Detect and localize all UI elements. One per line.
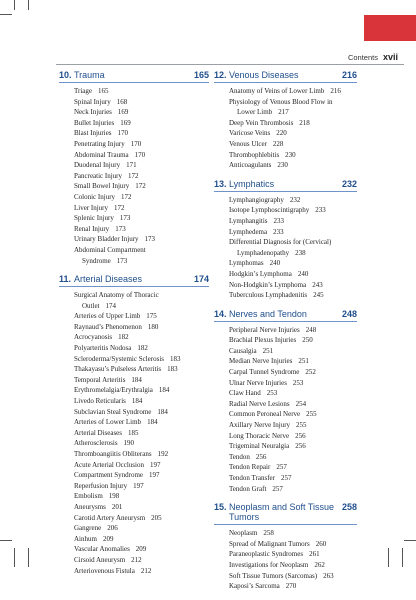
toc-entry[interactable] xyxy=(214,462,357,473)
entry-page: 216 xyxy=(330,87,341,95)
toc-entry[interactable] xyxy=(59,502,209,513)
toc-entry[interactable] xyxy=(59,375,209,386)
crop-mark xyxy=(402,548,403,567)
entry-title-continued xyxy=(74,256,209,267)
running-head xyxy=(348,52,398,62)
entry-title: Temporal Arteritis xyxy=(74,375,126,384)
entry-title: Investigations for Neoplasm xyxy=(229,560,309,569)
entry-title: Carotid Artery Aneurysm xyxy=(74,513,146,522)
toc-entry[interactable] xyxy=(214,431,357,442)
toc-entry[interactable] xyxy=(59,354,209,365)
entry-title: Brachial Plexus Injuries xyxy=(229,336,297,345)
entry-page: 173 xyxy=(119,214,131,223)
entry-title: Varicose Veins xyxy=(229,129,271,138)
entry-title: Lymphomas xyxy=(229,259,264,268)
chapter-heading[interactable] xyxy=(214,502,357,525)
entry-title: Renal Injury xyxy=(74,224,110,233)
chapter-title: Venous Diseases xyxy=(229,70,299,80)
entry-page: 250 xyxy=(302,336,313,345)
entry-page: 233 xyxy=(273,216,284,225)
crop-mark xyxy=(14,0,15,10)
toc-entry[interactable] xyxy=(59,407,209,418)
toc-entry[interactable] xyxy=(214,388,357,399)
toc-entry[interactable] xyxy=(214,118,357,129)
entry-title: Spread of Malignant Tumors xyxy=(229,539,310,548)
entry-page: 197 xyxy=(133,481,144,490)
entry-page: 257 xyxy=(280,474,292,482)
entry-page: 169 xyxy=(120,118,131,127)
chapter-page: 165 xyxy=(193,70,209,80)
entry-title: Differential Diagnosis for (Cervical) xyxy=(229,238,332,247)
entry-page: 220 xyxy=(276,129,287,138)
entry-title: Tuberculous Lymphadenitis xyxy=(229,291,308,300)
entry-page: 257 xyxy=(272,484,283,493)
entry-page: 260 xyxy=(315,539,327,548)
entry-title: Lymphangitis xyxy=(229,216,268,225)
entry-title: Hodgkin’s Lymphoma xyxy=(229,269,292,278)
toc-entry[interactable] xyxy=(214,237,357,258)
entry-title: Kaposi’s Sarcoma xyxy=(229,582,280,591)
entry-title: Surgical Anatomy of Thoracic xyxy=(74,291,159,300)
toc-entry[interactable] xyxy=(214,549,357,560)
entry-title-line2: Lymphadenopathy xyxy=(237,248,290,257)
chapter-number: 12. xyxy=(214,70,227,80)
entry-page: 169 xyxy=(117,108,129,117)
entry-page: 190 xyxy=(123,439,135,448)
entry-page: 253 xyxy=(266,389,278,398)
entry-title: Thromboangiitis Obliterans xyxy=(74,450,152,458)
toc-entry[interactable] xyxy=(59,139,209,150)
entry-page: 184 xyxy=(131,397,143,406)
toc-entry[interactable] xyxy=(59,555,209,566)
chapter-title: Trauma xyxy=(74,70,105,80)
toc-entry[interactable] xyxy=(59,523,209,534)
entry-title: Livedo Reticularis xyxy=(74,397,126,406)
entry-title: Lymphangiography xyxy=(229,195,284,204)
entry-title: Embolism xyxy=(74,492,103,501)
entry-title-line2: Syndrome xyxy=(82,256,111,265)
entry-page: 230 xyxy=(277,161,288,170)
entry-title: Deep Vein Thrombosis xyxy=(229,118,294,127)
toc-entry[interactable] xyxy=(214,150,357,161)
toc-entry[interactable] xyxy=(59,449,209,460)
chapter-page: 174 xyxy=(193,274,209,285)
entry-title: Compartment Syndrome xyxy=(74,471,144,480)
toc-entry[interactable] xyxy=(214,290,357,301)
toc-entry[interactable] xyxy=(59,566,209,577)
entry-page: 172 xyxy=(121,192,132,201)
entry-page: 171 xyxy=(126,161,137,170)
entry-page: 192 xyxy=(157,450,169,458)
toc-entry[interactable] xyxy=(59,385,209,396)
toc-entry[interactable] xyxy=(59,213,209,224)
crop-mark xyxy=(404,540,416,541)
chapter-heading[interactable] xyxy=(59,70,209,83)
toc-entry[interactable] xyxy=(59,203,209,214)
entry-page: 258 xyxy=(263,529,274,538)
entry-page: 245 xyxy=(313,291,324,300)
entry-page: 254 xyxy=(295,399,307,408)
entry-title: Erythromelalgia/Erythralgia xyxy=(74,386,153,395)
entry-title: Abdominal Compartment xyxy=(74,245,146,254)
entry-title: Acrocyanosis xyxy=(74,333,113,342)
entry-page: 256 xyxy=(255,452,267,461)
entry-page: 212 xyxy=(140,566,152,575)
entry-title: Subclavian Steal Syndrome xyxy=(74,407,152,416)
entry-page: 201 xyxy=(111,502,123,511)
entry-title: Tendon xyxy=(229,452,250,461)
entry-title: Vascular Anomalies xyxy=(74,545,130,554)
entry-title: Arterial Diseases xyxy=(74,428,123,437)
chapter-page: 216 xyxy=(341,70,357,80)
chapter-page: 248 xyxy=(341,308,357,319)
entry-page: 170 xyxy=(130,139,142,148)
entry-title: Colonic Injury xyxy=(74,192,116,201)
entry-page: 206 xyxy=(107,524,118,533)
toc-entry[interactable] xyxy=(59,417,209,428)
entry-page: 198 xyxy=(108,492,120,501)
entry-title: Small Bowel Injury xyxy=(74,182,130,191)
toc-entry[interactable] xyxy=(59,428,209,439)
entry-page: 173 xyxy=(116,256,128,265)
toc-entry[interactable] xyxy=(214,195,357,206)
entry-page: 182 xyxy=(137,344,148,353)
chapter-number: 10. xyxy=(59,70,72,80)
toc-entry[interactable] xyxy=(214,528,357,539)
entry-page: 255 xyxy=(296,421,307,430)
entry-title: Urinary Bladder Injury xyxy=(74,235,139,244)
entry-title-continued xyxy=(229,248,357,259)
entry-page: 172 xyxy=(128,171,139,180)
entry-title: Thakayasu’s Pulseless Arteritis xyxy=(74,365,162,374)
running-head-section: Contents xyxy=(347,53,378,62)
chapter-heading[interactable] xyxy=(214,309,357,322)
crop-mark xyxy=(14,548,15,567)
entry-title: Radial Nerve Lesions xyxy=(229,399,290,408)
chapter-number: 13. xyxy=(214,178,227,189)
toc-entry[interactable] xyxy=(214,128,357,139)
entry-page: 173 xyxy=(144,235,156,244)
toc-entry[interactable] xyxy=(214,409,357,420)
toc-chapter xyxy=(214,179,357,301)
entry-title-continued xyxy=(229,107,357,118)
entry-page: 251 xyxy=(298,357,309,366)
crop-mark xyxy=(388,548,389,567)
chapter-title: Nerves and Tendon xyxy=(229,308,307,319)
entry-title: Raynaud’s Phenomenon xyxy=(74,322,142,331)
toc-entry[interactable] xyxy=(59,192,209,203)
toc-right-column xyxy=(214,70,357,600)
entry-title: Arteries of Lower Limb xyxy=(74,418,142,427)
entry-page: 240 xyxy=(269,259,281,268)
toc-entry[interactable] xyxy=(214,325,357,336)
entry-title: Causalgia xyxy=(229,346,257,355)
entry-page: 270 xyxy=(285,582,297,591)
entry-title: Tendon Repair xyxy=(229,463,271,472)
toc-entry[interactable] xyxy=(59,470,209,481)
toc-entry[interactable] xyxy=(59,118,209,129)
toc-entry[interactable] xyxy=(59,290,209,311)
chapter-number: 15. xyxy=(214,502,227,513)
toc-entry[interactable] xyxy=(214,581,357,592)
toc-chapter xyxy=(214,309,357,495)
entry-title: Cirsoid Aneurysm xyxy=(74,555,126,564)
entry-title: Lymphedema xyxy=(229,227,268,236)
entry-title: Non-Hodgkin’s Lymphoma xyxy=(229,280,307,289)
entry-title: Gangrene xyxy=(74,524,102,533)
entry-page: 255 xyxy=(306,410,317,419)
toc-entry[interactable] xyxy=(214,367,357,378)
toc-entry[interactable] xyxy=(214,258,357,269)
toc-entry[interactable] xyxy=(214,378,357,389)
chapter-number: 14. xyxy=(214,308,227,319)
entry-page: 230 xyxy=(285,150,296,159)
entry-page: 243 xyxy=(312,280,323,289)
entry-title: Bullet Injuries xyxy=(74,118,115,127)
toc-entry[interactable] xyxy=(214,346,357,357)
entry-title: Reperfusion Injury xyxy=(74,481,128,490)
entry-page: 233 xyxy=(315,206,326,215)
toc-entry[interactable] xyxy=(214,571,357,582)
chapter-page: 232 xyxy=(341,178,357,189)
chapter-title: Neoplasm and Soft Tissue Tumors xyxy=(229,502,335,523)
entry-title: Liver Injury xyxy=(74,203,109,212)
entry-page: 183 xyxy=(170,354,181,363)
entry-title: Neoplasm xyxy=(229,529,258,538)
entry-title: Paraneoplastic Syndromes xyxy=(229,550,304,559)
toc-entry[interactable] xyxy=(59,234,209,245)
entry-title: Axillary Nerve Injury xyxy=(229,421,291,430)
toc-entry[interactable] xyxy=(214,452,357,463)
entry-title: Physiology of Venous Blood Flow in xyxy=(229,97,333,106)
entry-page: 261 xyxy=(309,550,320,559)
entry-title: Acute Arterial Occlusion xyxy=(74,460,144,469)
entry-page: 212 xyxy=(131,555,142,564)
toc-entry[interactable] xyxy=(214,139,357,150)
toc-entry[interactable] xyxy=(214,539,357,550)
entry-page: 252 xyxy=(305,368,316,377)
crop-mark xyxy=(0,540,12,541)
chapter-number: 11. xyxy=(59,274,72,285)
entry-title: Peripheral Nerve Injuries xyxy=(229,325,300,334)
entry-title: Tendon Graft xyxy=(229,484,267,493)
entry-page: 170 xyxy=(134,150,146,159)
toc-entry[interactable] xyxy=(59,343,209,354)
entry-page: 256 xyxy=(295,431,306,440)
toc-entry[interactable] xyxy=(59,224,209,235)
entry-title: Ulnar Nerve Injuries xyxy=(229,378,287,387)
toc-entry[interactable] xyxy=(59,171,209,182)
entry-page: 180 xyxy=(147,322,159,331)
entry-title-line2: Outlet xyxy=(82,301,100,310)
toc-entry[interactable] xyxy=(214,473,357,484)
entry-page: 238 xyxy=(295,248,306,257)
toc-entry[interactable] xyxy=(214,97,357,118)
entry-page: 184 xyxy=(157,407,168,416)
toc-entry[interactable] xyxy=(59,460,209,471)
toc-entry[interactable] xyxy=(59,150,209,161)
toc-entry[interactable] xyxy=(59,438,209,449)
entry-title: Arteries of Upper Limb xyxy=(74,312,141,321)
toc-entry[interactable] xyxy=(59,86,209,97)
toc-entry[interactable] xyxy=(59,513,209,524)
entry-page: 232 xyxy=(289,195,301,204)
entry-title: Anticoagulants xyxy=(229,161,272,170)
crop-mark xyxy=(28,548,29,567)
toc-entry[interactable] xyxy=(214,484,357,495)
entry-page: 197 xyxy=(149,460,161,469)
toc-entry[interactable] xyxy=(214,160,357,171)
entry-title: Duodenal Injury xyxy=(74,161,121,170)
toc-entry[interactable] xyxy=(59,332,209,343)
entry-page: 253 xyxy=(292,378,304,387)
page-number: xvii xyxy=(382,52,398,62)
entry-title-continued xyxy=(74,301,209,312)
toc-chapter xyxy=(59,70,209,266)
entry-title: Carpal Tunnel Syndrome xyxy=(229,368,300,377)
entry-title: Pancreatic Injury xyxy=(74,171,123,180)
entry-page: 262 xyxy=(314,560,325,569)
toc-entry[interactable] xyxy=(59,245,209,266)
entry-title: Spinal Injury xyxy=(74,97,111,106)
toc-entry[interactable] xyxy=(214,280,357,291)
entry-page: 209 xyxy=(135,545,147,554)
chapter-title: Arterial Diseases xyxy=(74,274,143,285)
toc-entry[interactable] xyxy=(214,335,357,346)
entry-title: Splenic Injury xyxy=(74,214,114,223)
entry-page: 184 xyxy=(147,418,158,427)
entry-page: 228 xyxy=(272,139,284,148)
toc-entry[interactable] xyxy=(214,205,357,216)
entry-page: 248 xyxy=(305,325,317,334)
entry-title-line2: Lower Limb xyxy=(237,108,273,117)
entry-title: Tendon Transfer xyxy=(229,474,275,482)
toc-chapter xyxy=(59,274,209,576)
entry-title: Isotope Lymphoscintigraphy xyxy=(229,206,310,215)
entry-page: 240 xyxy=(297,269,309,278)
entry-page: 172 xyxy=(135,182,146,191)
chapter-heading[interactable] xyxy=(214,179,357,192)
crop-mark xyxy=(28,0,29,10)
entry-title: Aneurysms xyxy=(74,502,106,511)
entry-title: Blast Injuries xyxy=(74,129,112,138)
crop-mark xyxy=(0,14,12,15)
toc-entry[interactable] xyxy=(59,311,209,322)
entry-title: Triage xyxy=(74,87,93,95)
toc-entry[interactable] xyxy=(59,481,209,492)
entry-title: Atherosclerosis xyxy=(74,439,118,448)
toc-entry[interactable] xyxy=(59,128,209,139)
entry-title: Thrombophlebitis xyxy=(229,150,280,159)
toc-entry[interactable] xyxy=(59,396,209,407)
toc-entry[interactable] xyxy=(214,356,357,367)
entry-title: Common Peroneal Nerve xyxy=(229,410,301,419)
entry-title: Neck Injuries xyxy=(74,108,112,117)
toc-entry[interactable] xyxy=(214,399,357,410)
chapter-title: Lymphatics xyxy=(229,178,275,189)
entry-title: Abdominal Trauma xyxy=(74,150,129,159)
toc-entry[interactable] xyxy=(59,322,209,333)
entry-page: 175 xyxy=(146,312,157,321)
entry-page: 165 xyxy=(98,87,109,95)
toc-entry[interactable] xyxy=(214,216,357,227)
toc-chapter xyxy=(214,70,357,171)
entry-page: 257 xyxy=(276,463,287,472)
toc-entry[interactable] xyxy=(59,181,209,192)
toc-entry[interactable] xyxy=(59,107,209,118)
entry-title: Arteriovenous Fistula xyxy=(74,566,135,575)
entry-page: 256 xyxy=(295,442,306,451)
toc-entry[interactable] xyxy=(214,441,357,452)
entry-title: Long Thoracic Nerve xyxy=(229,431,290,440)
entry-page: 173 xyxy=(115,224,126,233)
entry-page: 218 xyxy=(299,118,310,127)
toc-chapter xyxy=(214,502,357,592)
entry-page: 205 xyxy=(151,513,162,522)
toc-entry[interactable] xyxy=(59,544,209,555)
entry-page: 184 xyxy=(158,386,170,395)
entry-page: 263 xyxy=(323,571,334,580)
entry-page: 184 xyxy=(131,375,142,384)
toc-entry[interactable] xyxy=(59,364,209,375)
toc-entry[interactable] xyxy=(59,491,209,502)
chapter-heading[interactable] xyxy=(59,274,209,287)
entry-title: Venous Ulcer xyxy=(229,139,267,148)
entry-title: Ainhum xyxy=(74,534,97,543)
chapter-color-tab xyxy=(364,15,416,41)
entry-title: Claw Hand xyxy=(229,389,261,398)
chapter-page: 258 xyxy=(341,502,357,513)
chapter-heading[interactable] xyxy=(214,70,357,83)
toc-entry[interactable] xyxy=(59,97,209,108)
entry-title: Penetrating Injury xyxy=(74,139,125,148)
entry-page: 217 xyxy=(278,108,289,117)
toc-entry[interactable] xyxy=(214,86,357,97)
entry-title: Soft Tissue Tumors (Sarcomas) xyxy=(229,571,318,580)
entry-title: Trigeminal Neuralgia xyxy=(229,442,290,451)
entry-page: 233 xyxy=(273,227,284,236)
entry-page: 168 xyxy=(116,97,128,106)
entry-page: 172 xyxy=(114,203,125,212)
entry-title: Median Nerve Injuries xyxy=(229,357,293,366)
entry-page: 174 xyxy=(105,301,116,310)
toc-entry[interactable] xyxy=(59,534,209,545)
entry-page: 251 xyxy=(262,346,274,355)
toc-entry[interactable] xyxy=(214,227,357,238)
toc-left-column xyxy=(59,70,209,584)
toc-entry[interactable] xyxy=(214,420,357,431)
entry-title: Polyarteritis Nodosa xyxy=(74,344,132,353)
toc-entry[interactable] xyxy=(214,560,357,571)
entry-page: 185 xyxy=(128,428,139,437)
entry-page: 197 xyxy=(149,471,160,480)
entry-title: Scleroderma/Systemic Sclerosis xyxy=(74,354,165,363)
entry-page: 182 xyxy=(118,333,129,342)
entry-title: Anatomy of Veins of Lower Limb xyxy=(229,87,325,95)
entry-page: 183 xyxy=(167,365,178,374)
entry-page: 170 xyxy=(117,129,129,138)
toc-entry[interactable] xyxy=(59,160,209,171)
entry-page: 209 xyxy=(102,534,114,543)
toc-entry[interactable] xyxy=(214,269,357,280)
header-rule xyxy=(56,64,404,65)
